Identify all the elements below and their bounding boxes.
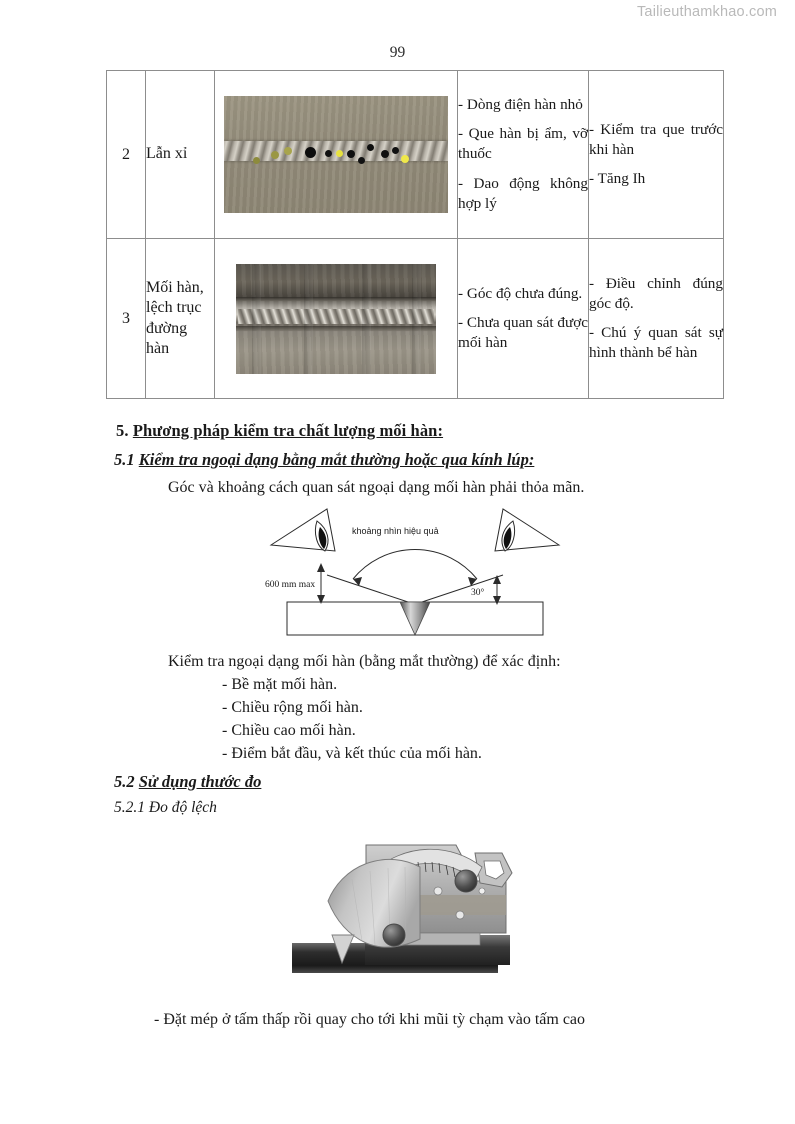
inspection-checklist [106,676,724,763]
misalignment-gauge-figure [106,823,724,993]
gauge-lock-knob [383,924,405,946]
section-51-title: Kiểm tra ngoại dạng bằng mắt thường hoặc qua kính lúp: [138,450,535,469]
list-item: - Chiều cao mối hàn. [222,722,356,739]
section-52-title: Sử dụng thước đo [138,772,262,791]
defect-cause-cell [458,239,589,399]
distance-label: 600 mm max [265,580,316,590]
gauge-pivot-knob [455,870,477,892]
weld-bead-slag-inclusion-photo [224,96,448,213]
section-51-heading [114,450,724,470]
section-51-intro: Góc và khoảng cách quan sát ngoại dạng mối hàn phải thỏa mãn. [168,479,585,496]
slag-spot [325,150,332,157]
fix-item: - Điều chỉnh đúng góc độ. [589,274,723,312]
cause-item: - Dao động không hợp lý [458,174,588,212]
surface-grain [362,264,371,374]
weld-seam-misaligned-axis-photo [236,264,436,374]
slag-spot [336,150,343,157]
section-52-heading [114,772,724,792]
slag-spot [253,157,260,164]
fix-item: - Kiểm tra que trước khi hàn [589,120,723,158]
fix-item: - Chú ý quan sát sự hình thành bể hàn [589,324,723,362]
right-sight-line [419,575,503,603]
defect-fix-cell [589,71,724,239]
slag-spot [271,151,279,159]
left-sight-line [327,575,411,603]
gauge-rivet [456,911,464,919]
viewing-angle-arc [353,550,477,579]
section-521-caption: - Đặt mép ở tấm thấp rồi quay cho tới khi mũi tỳ chạm vào tấm cao [154,1011,586,1028]
weld-bead [238,309,434,324]
table-row [107,239,724,399]
defect-photo-cell [215,71,458,239]
list-item: - Chiều rộng mối hàn. [222,699,363,716]
row-number-cell: 3 [107,239,146,399]
section-5-title: Phương pháp kiểm tra chất lượng mối hàn: [132,421,444,440]
plate-edge-top [236,297,436,301]
surface-grain [412,264,421,374]
misalignment-gauge-diagram [270,823,560,988]
defect-name-cell: Mối hàn, lệch trục đường hàn [146,239,215,399]
surface-grain [304,264,313,374]
slag-spot [381,150,389,158]
viewing-angle-figure [106,507,724,644]
surface-grain [252,264,261,374]
row-number-cell: 2 [107,71,146,239]
slag-spot [401,155,409,163]
slag-spot [358,157,365,164]
section-5-number: 5. [116,421,129,440]
cause-item: - Que hàn bị ẩm, vỡ thuốc [458,125,588,163]
defect-fix-cell [589,239,724,399]
viewing-angle-diagram [265,507,565,639]
cause-item: - Chưa quan sát được mối hàn [458,313,588,352]
watermark: Tailieuthamkhao.com [636,4,777,20]
plate-edge-bottom [236,326,436,331]
section-521-heading: 5.2.1 Đo độ lệch [114,799,217,816]
angle-label: 30° [471,588,485,598]
cause-item: - Dòng điện hàn nhỏ [458,95,583,113]
section-52-number: 5.2 [114,772,135,791]
section-51-checklist-intro: Kiểm tra ngoại dạng mối hàn (bằng mắt thường) để xác định: [168,653,561,670]
gauge-rivet [479,888,485,894]
weld-defect-table [106,70,724,399]
table-row [107,71,724,239]
effective-view-label: khoảng nhìn hiệu quả [352,526,439,536]
gauge-rivet [434,887,442,895]
slag-spot [347,150,355,158]
list-item: - Điểm bắt đầu, và kết thúc của mối hàn. [222,745,482,762]
cause-item: - Góc độ chưa đúng. [458,284,583,302]
page-content [106,70,724,1029]
page-number: 99 [389,44,406,61]
fix-item: - Tăng Ih [589,170,646,188]
section-5-heading [116,421,724,441]
defect-cause-cell [458,71,589,239]
section-51-number: 5.1 [114,450,135,469]
defect-photo-cell [215,239,458,399]
list-item: - Bề mặt mối hàn. [222,676,338,693]
defect-name-cell: Lẫn xỉ [146,71,215,239]
